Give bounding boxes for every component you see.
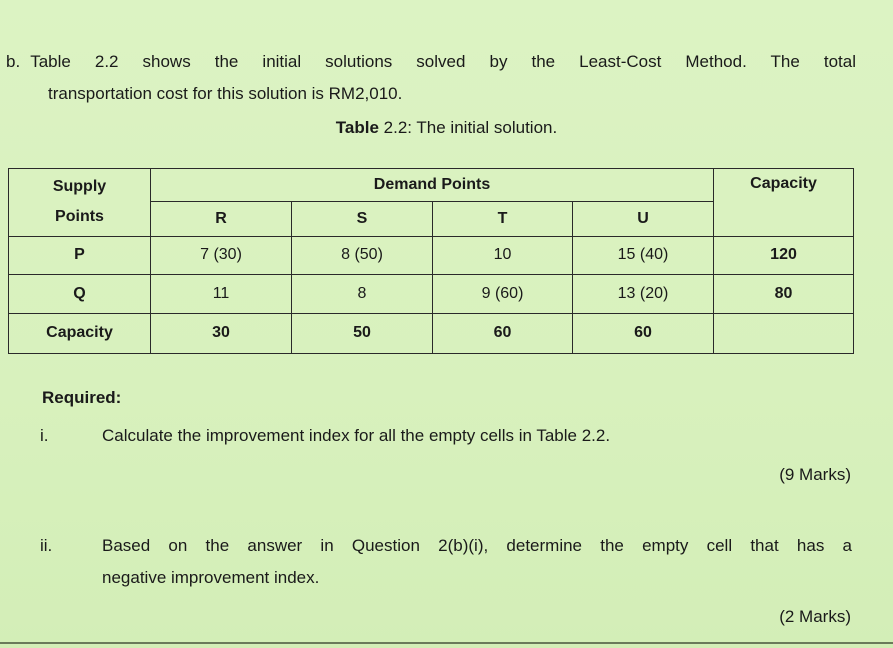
question-i-text: Calculate the improvement index for all the empty cells in Table 2.2. [102,426,611,445]
question-b [6,46,856,110]
question-b-line-1 [6,46,856,78]
header-capacity: Capacity [714,169,854,237]
table-caption [0,118,893,138]
question-ii-line-2: negative improvement index. [102,568,320,587]
row-label: Q [9,275,151,313]
header-col-t: T [433,202,573,236]
header-col-r: R [151,202,292,236]
cell-p-s: 8 (50) [292,236,433,274]
cell-p-r: 7 (30) [151,236,292,274]
cell-capacity-total [714,313,854,353]
table-caption-text: 2.2: The initial solution. [378,118,558,137]
table-row-q [9,275,854,313]
header-demand-points: Demand Points [151,169,714,202]
cell-capacity-t: 60 [433,313,573,353]
cell-capacity-r: 30 [151,313,292,353]
cell-p-u: 15 (40) [573,236,714,274]
table-caption-label: Table [335,118,379,137]
row-label: Capacity [9,313,151,353]
cell-capacity-u: 60 [573,313,714,353]
table-header-row-1 [9,169,854,202]
header-col-u: U [573,202,714,236]
question-i [40,420,852,452]
header-col-s: S [292,202,433,236]
header-supply-line2: Points [55,208,104,226]
header-supply-points [9,169,151,237]
question-ii [40,530,852,594]
question-b-text-1: Table 2.2 shows the initial solutions solved by the Least-Cost Method. The total [30,52,856,71]
required-heading: Required: [42,388,122,407]
row-label: P [9,236,151,274]
cell-q-t: 9 (60) [433,275,573,313]
question-b-line-2: transportation cost for this solution is RM2,010. [48,84,403,103]
cell-q-r: 11 [151,275,292,313]
cell-capacity-s: 50 [292,313,433,353]
table-row-p [9,236,854,274]
question-b-label: b. [6,52,21,71]
table-row-capacity [9,313,854,353]
cell-q-capacity: 80 [714,275,854,313]
question-ii-number: ii. [40,536,53,555]
question-i-marks: (9 Marks) [779,465,851,484]
header-supply-line1: Supply [52,178,107,196]
bottom-divider [0,642,893,644]
initial-solution-table [8,168,854,354]
cell-q-s: 8 [292,275,433,313]
cell-p-capacity: 120 [714,236,854,274]
question-i-number: i. [40,426,49,445]
question-ii-line-1: Based on the answer in Question 2(b)(i), determine the empty cell that has a [102,536,852,555]
cell-q-u: 13 (20) [573,275,714,313]
question-ii-marks: (2 Marks) [779,607,851,626]
question-ii-text [102,530,852,594]
cell-p-t: 10 [433,236,573,274]
